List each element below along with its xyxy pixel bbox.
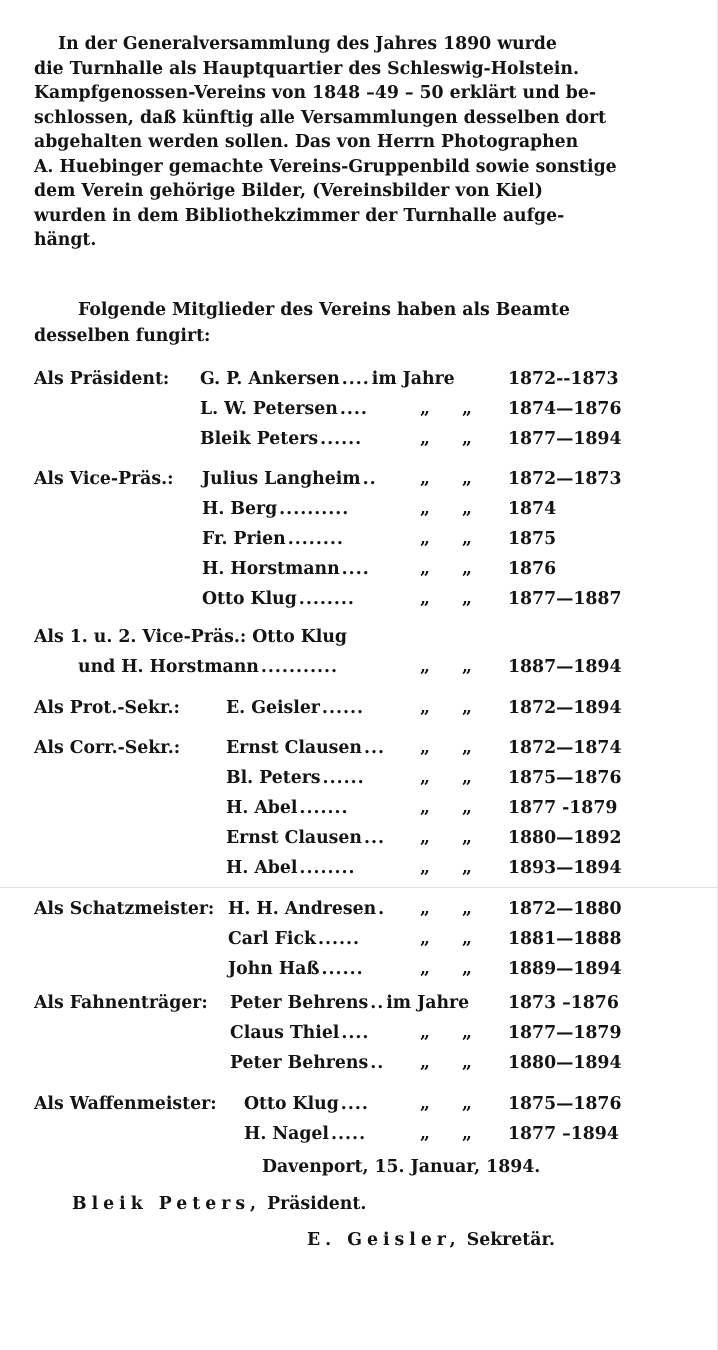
ditto-mark: „	[420, 469, 430, 489]
year-range: 1872—1894	[508, 698, 622, 718]
year-range: 1893—1894	[508, 858, 622, 878]
leader-dots: ........	[298, 589, 355, 609]
ditto-mark: „	[462, 499, 472, 519]
ditto-mark: „	[420, 559, 430, 579]
leader-dots: ......	[321, 698, 365, 718]
officer-row	[0, 399, 718, 429]
year-range: 1877 –1894	[508, 1124, 619, 1144]
leader-dots: .......	[299, 798, 349, 818]
section-label: Als Präsident:	[34, 369, 170, 389]
leader-dots: ....	[340, 1094, 369, 1114]
officer-row	[0, 1023, 718, 1053]
ditto-mark: „	[420, 657, 430, 677]
officer-row	[0, 559, 718, 589]
ditto-mark: „	[462, 828, 472, 848]
section-label: Als Prot.-Sekr.:	[34, 698, 180, 718]
leader-dots: ........	[299, 858, 356, 878]
year-range: 1874	[508, 499, 557, 519]
officer-row	[0, 899, 718, 929]
leader-dots: ......	[321, 959, 364, 979]
officer-row	[0, 858, 718, 888]
ditto-mark: „	[462, 1053, 472, 1073]
ditto-mark: „	[420, 959, 430, 979]
leader-dots: ........	[287, 529, 344, 549]
intro-line: schlossen, daß künftig alle Versammlungen desselben dort	[34, 107, 607, 128]
secretary-name: E. Geisler,	[307, 1230, 461, 1250]
officer-row	[0, 657, 718, 687]
ditto-mark: „	[420, 399, 430, 419]
officer-row	[0, 698, 718, 728]
ditto-mark: „	[420, 529, 430, 549]
section-label-row	[0, 627, 718, 657]
leader-dots: .....	[331, 1124, 367, 1144]
leader-dots: ..........	[279, 499, 350, 519]
year-range: 1872—1880	[508, 899, 622, 919]
im-jahre-label: im Jahre	[371, 369, 455, 389]
section-label: Als Vice-Präs.:	[34, 469, 174, 489]
ditto-mark: „	[420, 929, 430, 949]
officer-name: Ernst Clausen	[226, 738, 362, 758]
officer-row	[0, 499, 718, 529]
ditto-mark: „	[462, 798, 472, 818]
secretary-title: Sekretär.	[466, 1230, 555, 1250]
ditto-mark: „	[420, 499, 430, 519]
officer-name: L. W. Petersen	[200, 399, 338, 419]
leader-dots: ..	[362, 469, 377, 489]
ditto-mark: „	[420, 429, 430, 449]
officer-name: E. Geisler	[226, 698, 320, 718]
officer-row	[0, 798, 718, 828]
ditto-mark: „	[462, 738, 472, 758]
ditto-mark: „	[462, 899, 472, 919]
officer-name: H. Nagel	[244, 1124, 329, 1144]
officer-name: G. P. Ankersen	[200, 369, 340, 389]
officers-heading	[34, 297, 634, 349]
officer-name: H. Horstmann	[202, 559, 340, 579]
leader-dots: ...	[363, 738, 386, 758]
officer-name: H. Abel	[226, 798, 298, 818]
section-label: Als Schatzmeister:	[34, 899, 215, 919]
ditto-mark: „	[462, 657, 472, 677]
leader-dots: ......	[322, 768, 365, 788]
year-range: 1874—1876	[508, 399, 622, 419]
ditto-mark: „	[420, 1023, 430, 1043]
intro-line: abgehalten werden sollen. Das von Herrn Photographen	[34, 132, 579, 152]
leader-dots: ......	[320, 429, 363, 449]
officer-name: H. Abel	[226, 858, 298, 878]
intro-line: wurden in dem Bibliothekzimmer der Turnhalle aufge-	[34, 205, 565, 226]
heading-line: Folgende Mitglieder des Vereins haben als Beamte	[78, 300, 570, 320]
year-range: 1872—1874	[508, 738, 622, 758]
officer-row	[0, 589, 718, 619]
president-name: Bleik Peters,	[72, 1194, 262, 1214]
year-range: 1875—1876	[508, 768, 622, 788]
year-range: 1876	[508, 559, 557, 579]
officer-name: Otto Klug	[202, 589, 297, 609]
leader-dots: ..	[370, 993, 385, 1013]
ditto-mark: „	[462, 469, 472, 489]
ditto-mark: „	[462, 429, 472, 449]
ditto-mark: „	[420, 768, 430, 788]
leader-dots: ....	[341, 369, 370, 389]
place-date: Davenport, 15. Januar, 1894.	[262, 1157, 541, 1177]
secretary-signature	[307, 1230, 555, 1250]
year-range: 1889—1894	[508, 959, 622, 979]
officer-name: und H. Horstmann	[78, 657, 259, 677]
officer-name: H. H. Andresen	[228, 899, 377, 919]
ditto-mark: „	[462, 1124, 472, 1144]
officer-name: Carl Fick	[228, 929, 316, 949]
officer-name: H. Berg	[202, 499, 278, 519]
ditto-mark: „	[462, 529, 472, 549]
officer-row	[0, 768, 718, 798]
intro-line: die Turnhalle als Hauptquartier des Schleswig-Holstein.	[34, 58, 579, 79]
ditto-mark: „	[462, 768, 472, 788]
year-range: 1877—1887	[508, 589, 622, 609]
officer-row	[0, 738, 718, 768]
ditto-mark: „	[420, 899, 430, 919]
intro-line: hängt.	[34, 230, 97, 250]
intro-line: Kampfgenossen-Vereins von 1848 –49 – 50 erklärt und be-	[34, 83, 597, 103]
leader-dots: ....	[341, 1023, 370, 1043]
intro-line: dem Verein gehörige Bilder, (Vereinsbilder von Kiel)	[34, 181, 543, 201]
officer-row	[0, 1053, 718, 1083]
ditto-mark: „	[462, 959, 472, 979]
officer-name: John Haß	[228, 959, 320, 979]
section-label: Als Corr.-Sekr.:	[34, 738, 181, 758]
year-range: 1877 -1879	[508, 798, 618, 818]
year-range: 1872--1873	[508, 369, 619, 389]
year-range: 1875	[508, 529, 557, 549]
ditto-mark: „	[420, 828, 430, 848]
officer-name: Ernst Clausen	[226, 828, 362, 848]
year-range: 1877—1879	[508, 1023, 622, 1043]
officer-name: Otto Klug	[244, 1094, 339, 1114]
ditto-mark: „	[462, 1094, 472, 1114]
ditto-mark: „	[462, 399, 472, 419]
officer-row	[0, 429, 718, 459]
year-range: 1875—1876	[508, 1094, 622, 1114]
intro-paragraph	[34, 32, 634, 253]
year-range: 1887—1894	[508, 657, 622, 677]
officer-row	[0, 1124, 718, 1154]
ditto-mark: „	[420, 738, 430, 758]
heading-line: desselben fungirt:	[34, 326, 211, 346]
ditto-mark: „	[420, 589, 430, 609]
officer-name: Peter Behrens	[230, 1053, 369, 1073]
year-range: 1880—1894	[508, 1053, 622, 1073]
ditto-mark: „	[420, 1094, 430, 1114]
section-label: Als 1. u. 2. Vice-Präs.: Otto Klug	[34, 627, 348, 647]
leader-dots: ...	[363, 828, 386, 848]
ditto-mark: „	[420, 1053, 430, 1073]
leader-dots: .	[378, 899, 386, 919]
ditto-mark: „	[462, 589, 472, 609]
officer-row	[0, 929, 718, 959]
ditto-mark: „	[462, 1023, 472, 1043]
officer-row	[0, 369, 718, 399]
officer-row	[0, 959, 718, 989]
section-label: Als Waffenmeister:	[34, 1094, 217, 1114]
intro-line: A. Huebinger gemachte Vereins-Gruppenbild sowie sonstige	[34, 156, 617, 177]
officer-row	[0, 1094, 718, 1124]
officer-row	[0, 529, 718, 559]
intro-line: In der Generalversammlung des Jahres 1890 wurde	[58, 34, 557, 54]
year-range: 1872—1873	[508, 469, 622, 489]
officer-name: Julius Langheim	[202, 469, 361, 489]
year-range: 1873 –1876	[508, 993, 619, 1013]
officer-name: Bl. Peters	[226, 768, 321, 788]
president-signature	[72, 1194, 366, 1214]
officer-name: Bleik Peters	[200, 429, 319, 449]
officer-name: Peter Behrens	[230, 993, 369, 1013]
leader-dots: ......	[317, 929, 361, 949]
officer-row	[0, 469, 718, 499]
ditto-mark: „	[420, 698, 430, 718]
officer-row	[0, 828, 718, 858]
ditto-mark: „	[462, 929, 472, 949]
ditto-mark: „	[420, 858, 430, 878]
year-range: 1877—1894	[508, 429, 622, 449]
section-label: Als Fahnenträger:	[34, 993, 208, 1013]
ditto-mark: „	[462, 858, 472, 878]
president-title: Präsident.	[267, 1194, 367, 1214]
ditto-mark: „	[420, 798, 430, 818]
year-range: 1881—1888	[508, 929, 622, 949]
im-jahre-label: im Jahre	[386, 993, 470, 1013]
officer-name: Fr. Prien	[202, 529, 286, 549]
leader-dots: ....	[341, 559, 370, 579]
ditto-mark: „	[462, 698, 472, 718]
leader-dots: ..	[370, 1053, 385, 1073]
year-range: 1880—1892	[508, 828, 622, 848]
ditto-mark: „	[420, 1124, 430, 1144]
leader-dots: ...........	[260, 657, 339, 677]
ditto-mark: „	[462, 559, 472, 579]
officer-name: Claus Thiel	[230, 1023, 340, 1043]
officer-row	[0, 993, 718, 1023]
leader-dots: ....	[339, 399, 368, 419]
